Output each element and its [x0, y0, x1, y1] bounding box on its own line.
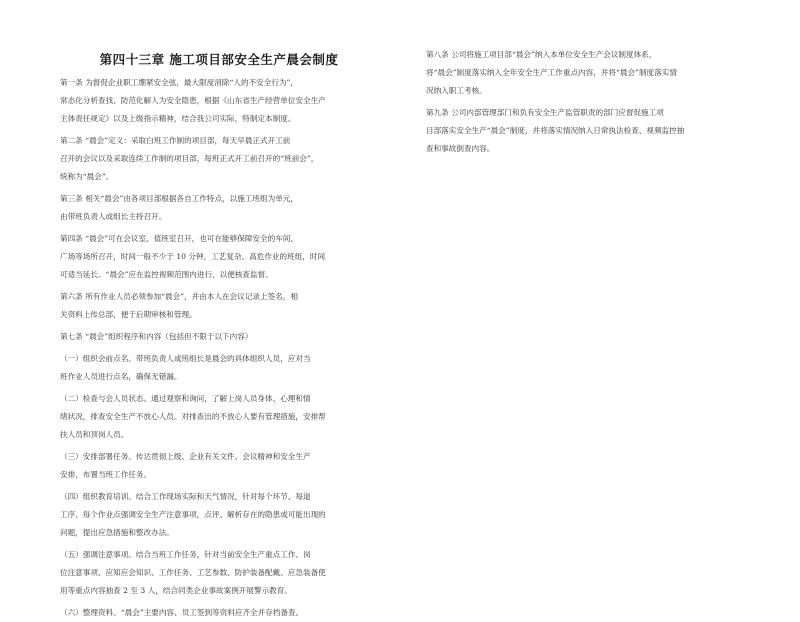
- paragraph-line: （五）强调注意事项。结合当班工作任务，针对当前安全生产重点工作、岗: [60, 550, 311, 559]
- paragraph-line: 第六条 所有作业人员必须参加“晨会”，并由本人在会议记录上签名，相: [60, 292, 298, 301]
- paragraph-line: 位注意事项、应知应会知识、工作任务、工艺参数、防护装备配戴、应急装备使: [60, 568, 326, 577]
- paragraph: [60, 546, 378, 600]
- paragraph-line: （六）整理资料。“晨会”主要内容、员工签到等资料应齐全并存档备查。: [60, 608, 304, 617]
- paragraph-line: （一）组织会前点名。带班负责人或班组长是晨会的具体组织人员，应对当: [60, 354, 311, 363]
- paragraph: [60, 350, 378, 386]
- paragraph: [60, 230, 378, 284]
- paragraph-line: 统称为“晨会”。: [60, 172, 114, 181]
- paragraph: [60, 328, 378, 346]
- paragraph-line: 第九条 公司内部管理部门和负有安全生产监管职责的部门应督促施工项: [426, 108, 664, 117]
- paragraph: [60, 604, 378, 622]
- paragraph: [426, 46, 746, 100]
- paragraph-line: 况纳入职工考核。: [426, 86, 487, 95]
- paragraph-line: 第二条 “晨会”定义：采取白班工作制的项目部，每天早晨正式开工前: [60, 136, 291, 145]
- paragraph-line: 安排，布置当班工作任务。: [60, 470, 152, 479]
- paragraph-line: 查和事故倒查内容。: [426, 144, 495, 153]
- paragraph-line: 召开的会议以及采取连续工作制的项目部，每班正式开工前召开的“班前会”，: [60, 154, 319, 163]
- paragraph-line: 第四条 “晨会”可在会议室、值班室召开，也可在能够保障安全的车间、: [60, 234, 298, 243]
- paragraph-line: 关资料上传总部，便于后期审核和管理。: [60, 310, 197, 319]
- paragraph-line: 班作业人员进行点名，确保无错漏。: [60, 372, 182, 381]
- paragraph: [60, 448, 378, 484]
- paragraph-line: 工序、每个作业点强调安全生产注意事项，点评、解析存在的隐患或可能出现的: [60, 510, 326, 519]
- chapter-title: 第四十三章 施工项目部安全生产晨会制度: [99, 52, 339, 67]
- paragraph: [60, 132, 378, 186]
- paragraph-line: 第八条 公司将施工项目部“晨会”纳入本单位安全生产会议制度体系，: [426, 50, 657, 59]
- paragraph-line: 将“晨会”制度落实纳入全年安全生产工作重点内容，并将“晨会”制度落实情: [426, 68, 677, 77]
- paragraph: [60, 288, 378, 324]
- paragraph-line: 第七条 “晨会”组织程序和内容（包括但不限于以下内容）: [60, 332, 253, 341]
- paragraph-line: 由带班负责人或组长主持召开。: [60, 212, 167, 221]
- paragraph-line: 问题，提出应急措施和整改办法。: [60, 528, 174, 537]
- paragraph-line: 扶人员和顶岗人员。: [60, 430, 129, 439]
- paragraph: [426, 104, 746, 158]
- paragraph-line: 绪状况，排查安全生产不放心人员。对排查出的不放心人要有管理措施，安排帮: [60, 412, 326, 421]
- paragraph-line: 主体责任规定》以及上级指示精神，结合我公司实际，特制定本制度。: [60, 114, 296, 123]
- paragraph: [60, 190, 378, 226]
- paragraph-line: 第三条 相关“晨会”由各项目部根据各自工作特点，以施工班组为单元，: [60, 194, 298, 203]
- paragraph-line: 可适当延长。“晨会”应在监控视频范围内进行，以便核查监督。: [60, 270, 273, 279]
- paragraph: [60, 74, 378, 128]
- paragraph: [60, 390, 378, 444]
- paragraph: [60, 488, 378, 542]
- paragraph-line: （二）检查与会人员状态。通过观察和询问，了解上岗人员身体、心理和情: [60, 394, 311, 403]
- paragraph-line: 目部落实安全生产“晨会”制度，并将落实情况纳入日常执法检查、视频监控抽: [426, 126, 685, 135]
- paragraph-line: 常态化分析查找、防范化解人为安全隐患，根据《山东省生产经营单位安全生产: [60, 96, 326, 105]
- paragraph-line: （四）组织教育培训。结合工作现场实际和天气情况，针对每个环节、每道: [60, 492, 311, 501]
- paragraph-line: 用等重点内容抽查 2 至 3 人，结合同类企业事故案例开展警示教育。: [60, 586, 292, 595]
- paragraph-line: 广场等场所召开，时间一般不少于 10 分钟，工艺复杂、高危作业的班组，时间: [60, 252, 326, 261]
- paragraph-line: 第一条 为督促企业职工绷紧安全弦，最大限度消除“人的不安全行为”，: [60, 78, 298, 87]
- paragraph-line: （三）安排部署任务。传达贯彻上级、企业有关文件、会议精神和安全生产: [60, 452, 311, 461]
